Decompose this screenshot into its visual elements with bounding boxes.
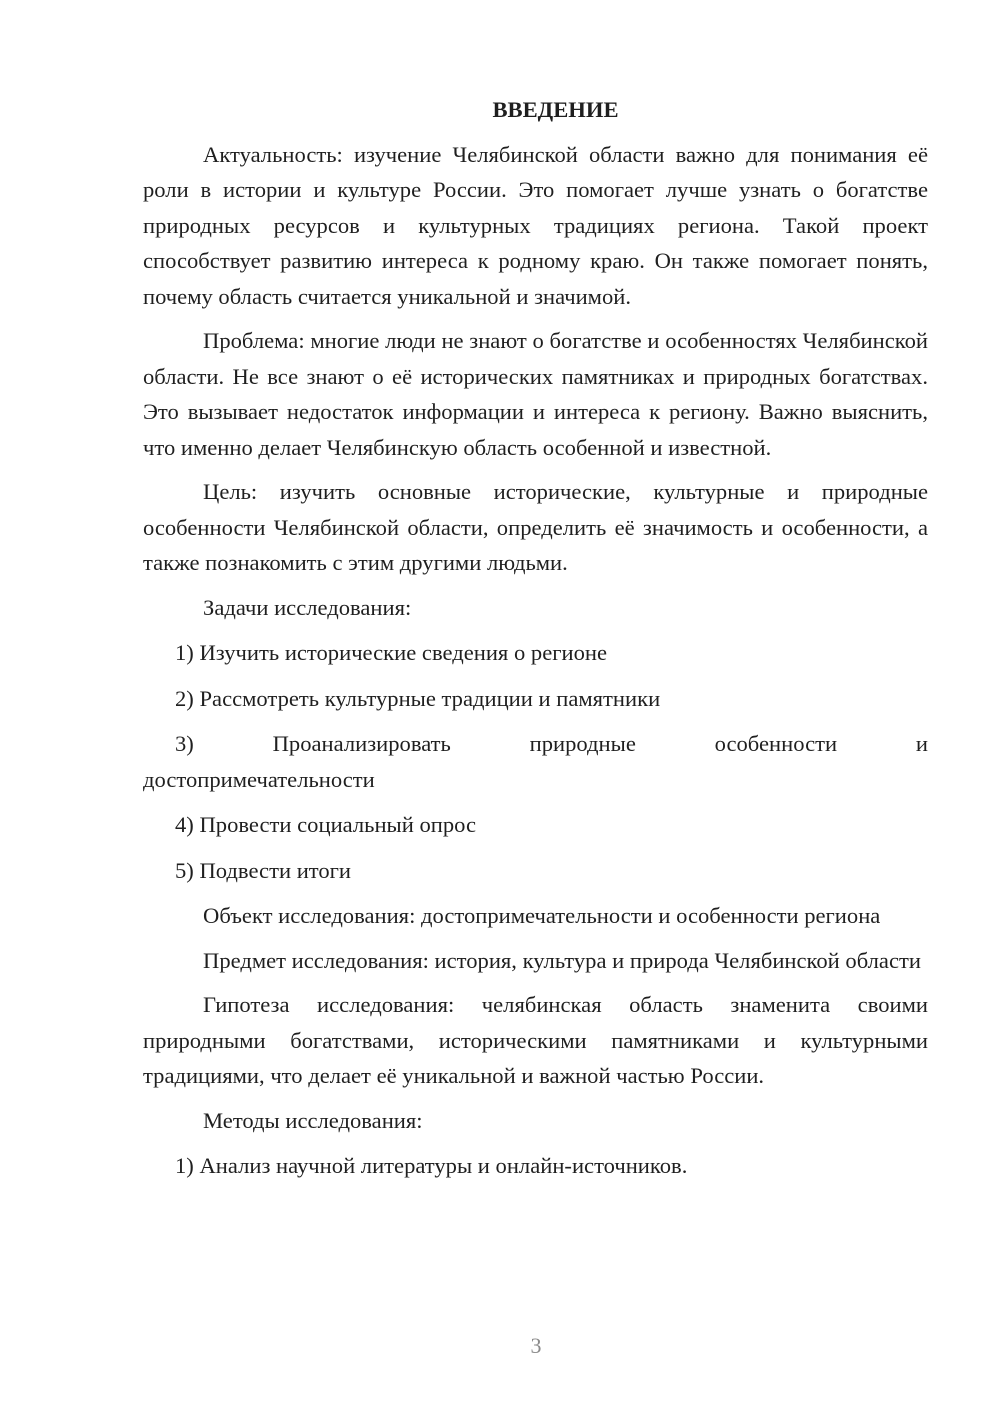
relevance-paragraph: Актуальность: изучение Челябинской области важно для понимания её роли в истории и культуре России. Это помогает лучше узнать о богатстве природных ресурсов и культурных традициях региона. Такой проект способствует развитию интереса к родному краю. Он также помогает понять, почему область считается уникальной и значимой. (143, 141, 928, 309)
subject-paragraph: Предмет исследования: история, культура и природа Челябинской области (203, 947, 921, 973)
task-item-2: 2) Рассмотреть культурные традиции и памятники (175, 685, 661, 711)
task-item-3-word: и (915, 731, 928, 756)
object-paragraph: Объект исследования: достопримечательности и особенности региона (203, 903, 881, 928)
task-item-5: 5) Подвести итоги (175, 857, 352, 883)
task-item-3-word: особенности (714, 731, 838, 756)
task-item-3 (143, 726, 928, 797)
goal-paragraph: Цель: изучить основные исторические, культурные и природные особенности Челябинской области, определить её значимость и особенности, а также познакомить с этим другими людьми. (143, 479, 928, 575)
page-number: 3 (530, 1333, 542, 1358)
page-body (143, 92, 928, 1194)
problem-paragraph: Проблема: многие люди не знают о богатстве и особенностях Челябинской области. Не все знают о её исторических памятниках и природных богатствах. Это вызывает недостаток информации и интереса к региону. Важно выяснить, что именно делает Челябинскую область особенной и известной. (143, 328, 928, 460)
methods-title: Методы исследования: (203, 1107, 423, 1133)
task-item-3-second-line: достопримечательности (143, 766, 375, 792)
task-item-1: 1) Изучить исторические сведения о регионе (175, 640, 608, 665)
task-item-3-word: Проанализировать (272, 731, 451, 756)
task-item-3-word: природные (529, 731, 636, 756)
tasks-title: Задачи исследования: (203, 594, 412, 620)
task-item-3-word: 3) (175, 731, 194, 756)
method-item-1: 1) Анализ научной литературы и онлайн-источников. (175, 1153, 688, 1178)
task-item-4: 4) Провести социальный опрос (175, 812, 477, 837)
section-heading: ВВЕДЕНИЕ (492, 97, 619, 122)
hypothesis-paragraph: Гипотеза исследования: челябинская область знаменита своими природными богатствами, историческими памятниками и культурными традициями, что делает её уникальной и важной частью России. (143, 992, 928, 1088)
task-item-3-first-line (143, 726, 928, 762)
